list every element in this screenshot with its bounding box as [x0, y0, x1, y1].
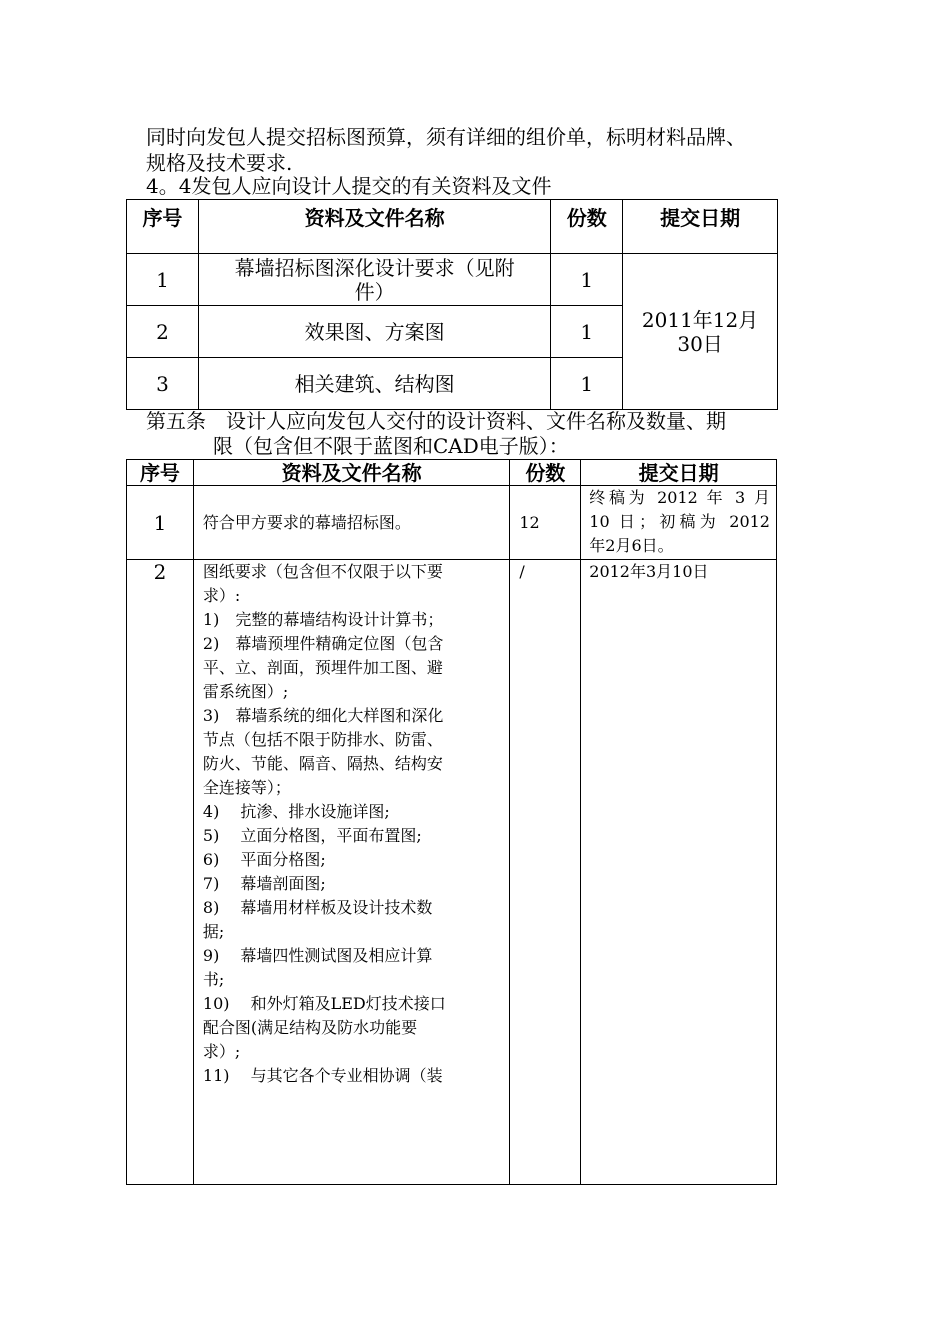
- requirement-line: 防火、节能、隔音、隔热、结构安: [202, 754, 443, 773]
- requirement-line: 雷系统图）;: [202, 682, 289, 701]
- requirement-line: 节点（包括不限于防排水、防雷、: [202, 730, 443, 749]
- row-index: 2: [127, 560, 194, 1185]
- requirement-line: 求）;: [202, 1042, 241, 1061]
- col-header-date: 提交日期: [581, 460, 777, 486]
- row-name-line: 件）: [354, 279, 395, 304]
- row-date: [581, 486, 777, 560]
- requirement-line: 8) 幕墙用材样板及设计技术数: [202, 898, 433, 917]
- row-name: 效果图、方案图: [198, 306, 550, 358]
- article-5-line-1: 第五条 设计人应向发包人交付的设计资料、文件名称及数量、期: [146, 409, 726, 433]
- section-4-4-heading: 4。4发包人应向设计人提交的有关资料及文件: [146, 174, 552, 198]
- requirement-line: 图纸要求（包含但不仅限于以下要: [202, 562, 443, 581]
- requirement-line: 书;: [202, 970, 225, 989]
- col-header-date: 提交日期: [623, 200, 778, 254]
- requirement-line: 3) 幕墙系统的细化大样图和深化: [202, 706, 444, 725]
- article-5-line-2: 限（包含但不限于蓝图和CAD电子版）：: [213, 434, 569, 458]
- requirement-line: 1) 完整的幕墙结构设计计算书；: [202, 610, 444, 629]
- col-header-name: 资料及文件名称: [193, 460, 509, 486]
- col-header-name: 资料及文件名称: [198, 200, 550, 254]
- row-name-line: 幕墙招标图深化设计要求（见附: [234, 255, 515, 280]
- table-deliverables: [126, 459, 777, 1185]
- table-header-row: [127, 460, 777, 486]
- table-row: [127, 254, 778, 306]
- requirement-line: 2) 幕墙预埋件精确定位图（包含: [202, 634, 444, 653]
- row-index: 1: [127, 254, 199, 306]
- row-name: 相关建筑、结构图: [198, 358, 550, 410]
- row-count: 12: [510, 486, 581, 560]
- requirement-line: 11) 与其它各个专业相协调（装: [202, 1066, 443, 1085]
- table-submitted-by-client: [126, 199, 778, 410]
- requirement-line: 5) 立面分格图，平面布置图;: [202, 826, 422, 845]
- row-name: [198, 254, 550, 306]
- col-header-index: 序号: [127, 200, 199, 254]
- requirement-line: 10) 和外灯箱及LED灯技术接口: [202, 994, 446, 1013]
- row-index: 2: [127, 306, 199, 358]
- drawing-requirements: [193, 560, 509, 1185]
- row-name: 符合甲方要求的幕墙招标图。: [193, 486, 509, 560]
- requirement-line: 9) 幕墙四性测试图及相应计算: [202, 946, 433, 965]
- intro-line-2: 规格及技术要求.: [146, 151, 293, 175]
- table-header-row: [127, 200, 778, 254]
- requirement-line: 求）:: [202, 586, 241, 605]
- date-line: 10 日；初稿为 2012: [589, 512, 770, 531]
- date-line: 终稿为 2012 年 3 月: [589, 488, 770, 507]
- requirement-line: 据;: [202, 922, 225, 941]
- date-line: 30日: [677, 331, 723, 356]
- table-row: [127, 560, 777, 1185]
- col-header-index: 序号: [127, 460, 194, 486]
- intro-line-1: 同时向发包人提交招标图预算，须有详细的组价单，标明材料品牌、: [146, 125, 746, 149]
- row-index: 1: [127, 486, 194, 560]
- row-count: 1: [551, 254, 623, 306]
- date-line: 2011年12月: [641, 307, 759, 332]
- requirement-line: 平、立、剖面，预埋件加工图、避: [202, 658, 443, 677]
- submission-date-cell: [623, 254, 778, 410]
- requirement-line: 配合图(满足结构及防水功能要: [202, 1018, 418, 1037]
- table-row: [127, 486, 777, 560]
- requirement-line: 6) 平面分格图;: [202, 850, 326, 869]
- col-header-count: 份数: [551, 200, 623, 254]
- row-count: /: [510, 560, 581, 1185]
- row-date: 2012年3月10日: [581, 560, 777, 1185]
- row-count: 1: [551, 358, 623, 410]
- requirement-line: 全连接等）；: [202, 778, 291, 797]
- requirement-line: 7) 幕墙剖面图;: [202, 874, 326, 893]
- date-line: 年2月6日。: [589, 536, 674, 555]
- row-count: 1: [551, 306, 623, 358]
- col-header-count: 份数: [510, 460, 581, 486]
- requirement-line: 4) 抗渗、排水设施详图;: [202, 802, 390, 821]
- row-index: 3: [127, 358, 199, 410]
